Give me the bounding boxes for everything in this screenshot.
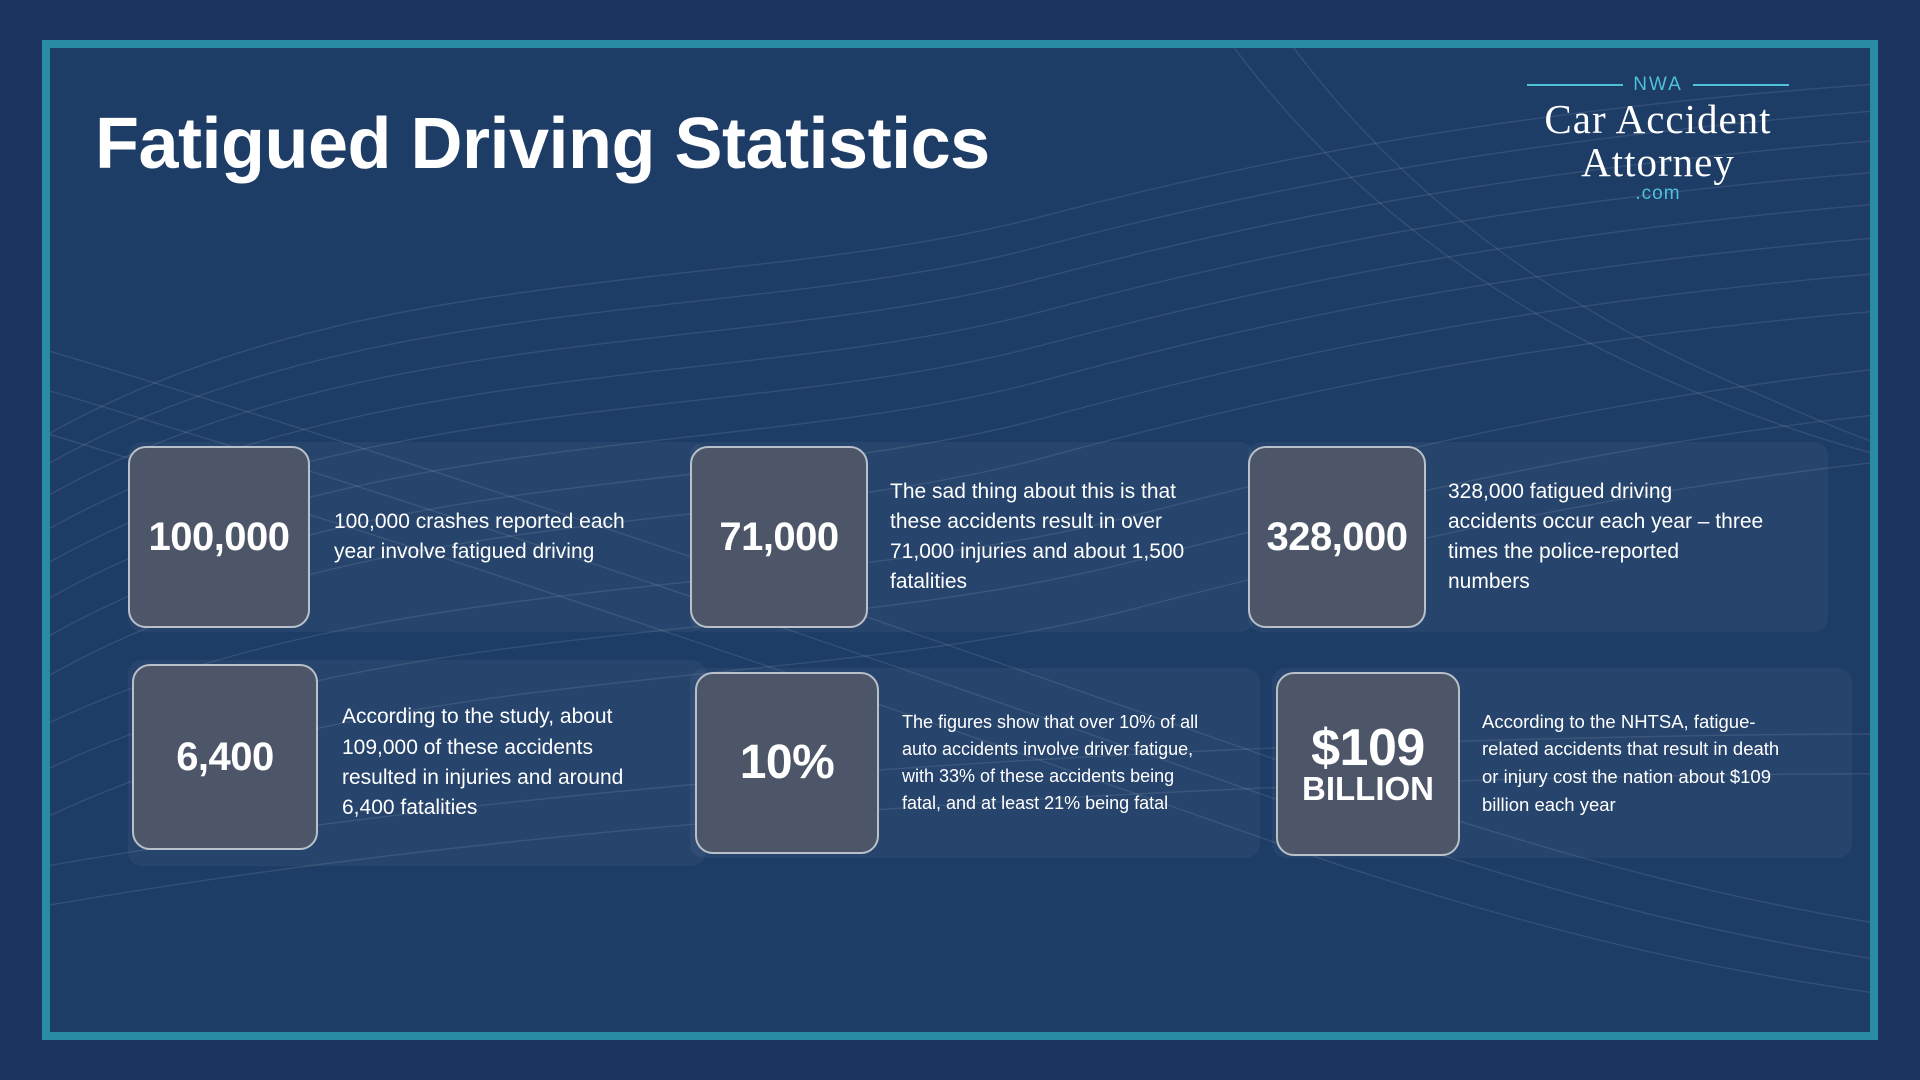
stat-value-4-main: 6,400	[176, 735, 274, 779]
page-title: Fatigued Driving Statistics	[95, 104, 990, 184]
logo-rule-left	[1527, 84, 1623, 86]
logo-dotcom: .com	[1635, 182, 1681, 204]
stat-text-3	[1448, 446, 1766, 628]
stat-text-6	[1482, 668, 1794, 858]
stat-text-2	[890, 442, 1190, 632]
stat-value-1	[148, 517, 289, 557]
stat-text-4	[342, 660, 644, 866]
stat-text-1	[334, 446, 632, 628]
logo-top-row	[1478, 74, 1838, 96]
stat-box-4	[132, 664, 318, 850]
stat-value-5	[739, 736, 835, 789]
stat-box-2	[690, 446, 868, 628]
stat-text-6-content: According to the NHTSA, fatigue-related accidents that result in death or injury cost the nation about $109 billion each year	[1482, 710, 1780, 815]
stat-box-3	[1248, 446, 1426, 628]
stat-box-1	[128, 446, 310, 628]
stat-text-3-content: 328,000 fatigued driving accidents occur each year – three times the police-reported numbers	[1448, 480, 1764, 593]
logo-line-1: Car Accident	[1544, 96, 1772, 142]
brand-logo	[1478, 74, 1838, 205]
slide-frame	[42, 40, 1878, 1040]
stat-value-6-main: $109	[1311, 718, 1425, 777]
stat-value-6-sub: BILLION	[1302, 770, 1434, 808]
stat-value-3-main: 328,000	[1266, 515, 1408, 559]
stat-value-4	[176, 737, 274, 777]
logo-rule-right	[1693, 84, 1789, 86]
stat-text-4-content: According to the study, about 109,000 of these accidents resulted in injuries and around 6,400 fatalities	[342, 705, 624, 820]
logo-top-text: NWA	[1633, 74, 1683, 95]
stat-value-3	[1266, 517, 1407, 557]
stat-text-1-content: 100,000 crashes reported each year involve fatigued driving	[334, 509, 625, 563]
stat-box-5	[695, 672, 879, 854]
stat-text-2-content: The sad thing about this is that these accidents result in over 71,000 injuries and about 1,500 fatalities	[890, 480, 1185, 593]
stat-value-6	[1302, 718, 1434, 808]
stat-value-5-main: 10%	[739, 736, 835, 789]
stat-value-1-main: 100,000	[148, 515, 290, 559]
stat-text-5-content: The figures show that over 10% of all auto accidents involve driver fatigue, with 33% of these accidents being fatal, and at least 21% being fatal	[902, 712, 1199, 813]
logo-line-2: Attorney	[1581, 139, 1735, 186]
stat-text-5	[902, 668, 1212, 858]
stat-value-2	[719, 517, 838, 557]
stat-value-2-main: 71,000	[719, 515, 839, 559]
stat-box-6	[1276, 672, 1460, 856]
